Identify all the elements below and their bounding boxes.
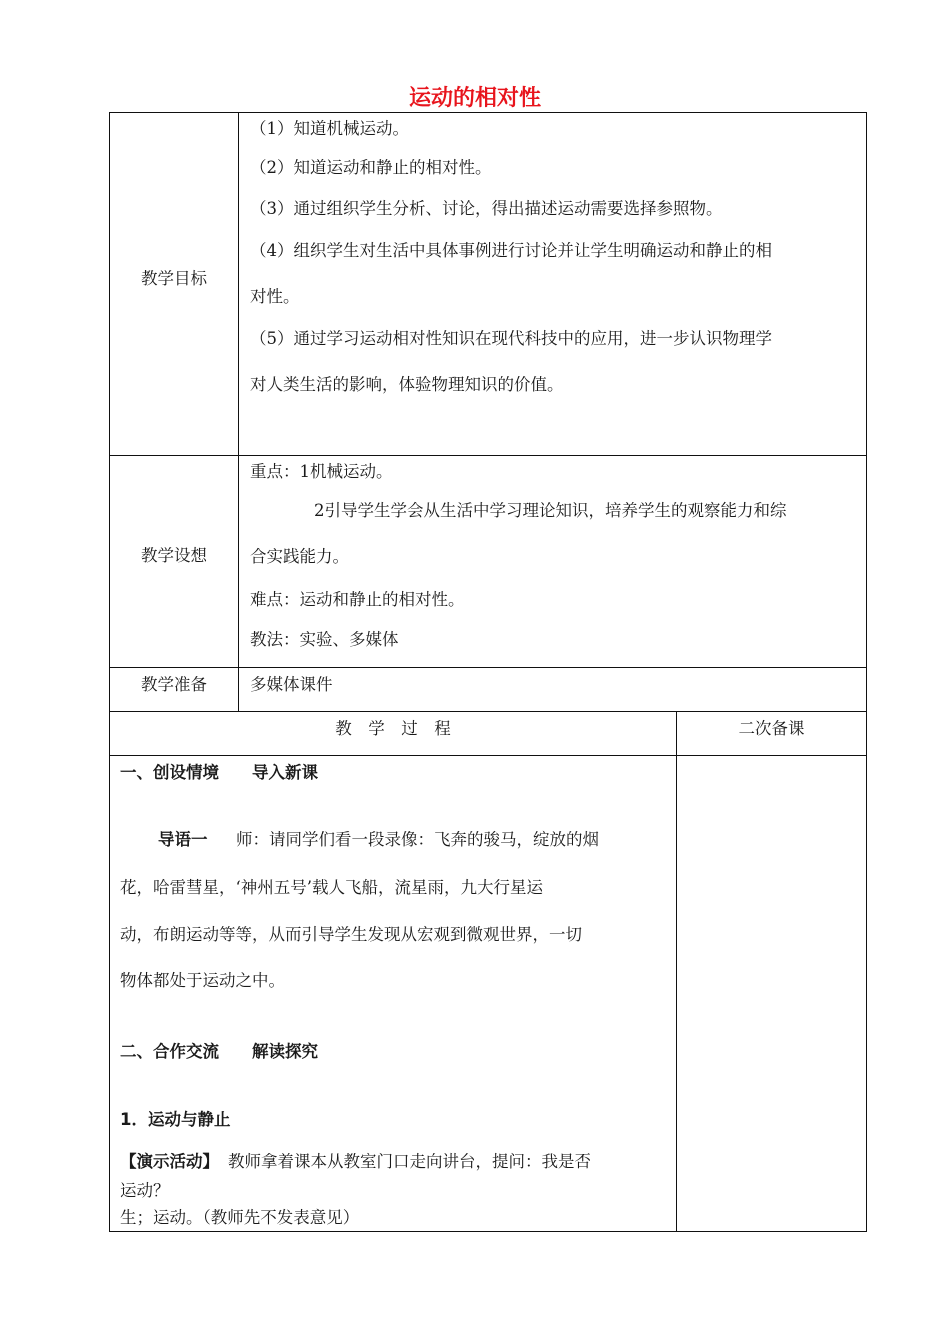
intro-lead: 导语一 [158,830,208,849]
table-divider [109,667,867,668]
intro-line: 动，布朗运动等等，从而引导学生发现从宏观到微观世界，一切 [120,925,582,944]
design-item: 合实践能力。 [250,547,349,566]
table-border-bottom [109,1231,867,1232]
remarks-header: 二次备课 [738,719,805,738]
design-item: 教法：实验、多媒体 [250,630,399,649]
intro-line: 花，哈雷彗星，‘神州五号’载人飞船，流星雨，九大行星运 [120,878,543,897]
design-item: 难点：运动和静止的相对性。 [250,590,465,609]
remarks-column-divider [676,711,677,1232]
demo-text: 教师拿着课本从教室门口走向讲台，提问：我是否 [228,1152,591,1171]
table-border-top [109,112,867,113]
objective-item: （3）通过组织学生分析、讨论，得出描述运动需要选择参照物。 [250,199,723,218]
table-divider [109,755,867,756]
intro-line: 物体都处于运动之中。 [120,971,285,990]
objective-item: （1）知道机械运动。 [250,119,409,138]
design-label: 教学设想 [141,546,207,565]
table-divider [109,455,867,456]
section-heading: 一、创设情境 导入新课 [120,763,318,782]
intro-line: 师：请同学们看一段录像：飞奔的骏马，绽放的烟 [236,830,599,849]
process-header: 教 学 过 程 [335,719,451,738]
objective-item: （2）知道运动和静止的相对性。 [250,158,492,177]
objective-item: 对人类生活的影响，体验物理知识的价值。 [250,375,564,394]
page-title: 运动的相对性 [408,86,541,111]
objective-item: 对性。 [250,287,300,306]
design-item: 2引导学生学会从生活中学习理论知识，培养学生的观察能力和综 [314,501,787,520]
objective-item: （4）组织学生对生活中具体事例进行讨论并让学生明确运动和静止的相 [250,241,772,260]
student-response: 生；运动。（教师先不发表意见） [120,1208,360,1227]
prep-label: 教学准备 [141,675,207,694]
section-heading: 二、合作交流 解读探究 [120,1042,318,1061]
objective-item: （5）通过学习运动相对性知识在现代科技中的应用，进一步认识物理学 [250,329,772,348]
demo-tag: 【演示活动】 [120,1152,219,1171]
design-item: 重点：1机械运动。 [250,462,393,481]
subsection-heading: 1．运动与静止 [120,1110,231,1129]
objectives-label: 教学目标 [141,269,207,288]
label-column-divider [238,112,239,712]
table-border-right [866,112,867,1232]
prep-value: 多媒体课件 [250,675,333,694]
demo-text: 运动？ [120,1181,170,1200]
table-divider [109,711,867,712]
